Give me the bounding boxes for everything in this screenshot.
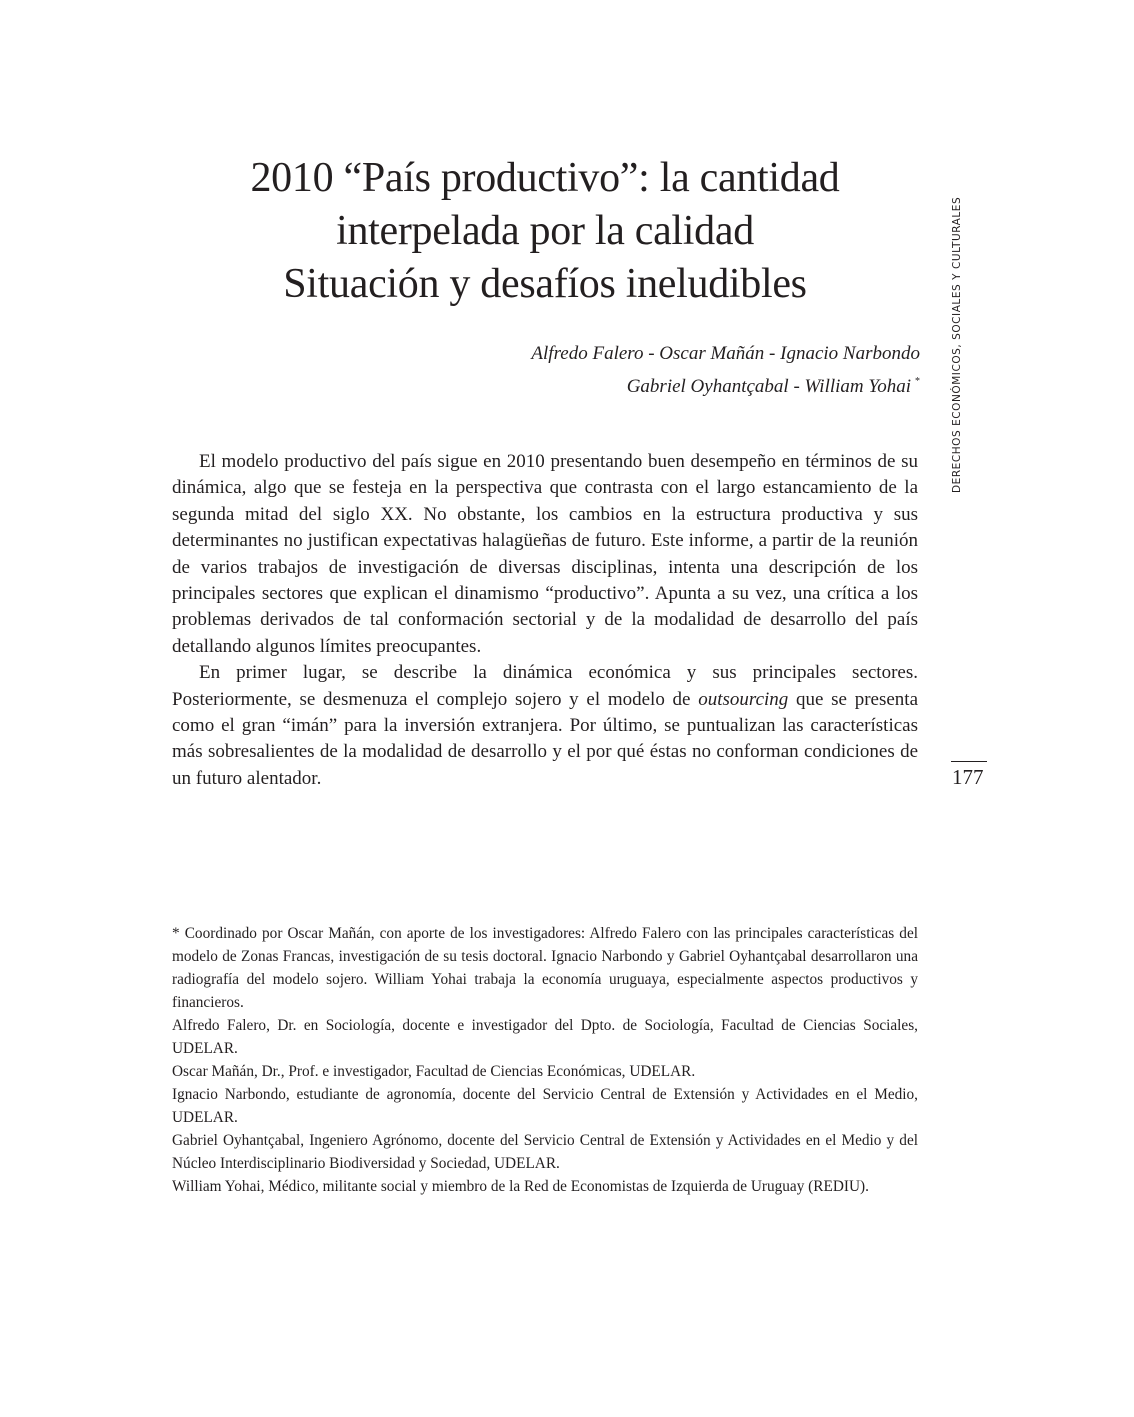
title-line-3: Situación y desafíos ineludibles: [283, 261, 807, 307]
footnotes: [172, 922, 918, 1198]
author-list: [531, 340, 920, 401]
authors-line-1: Alfredo Falero - Oscar Mañán - Ignacio Narbondo: [531, 343, 920, 364]
footnote-narbondo: Ignacio Narbondo, estudiante de agronomía, docente del Servicio Central de Extensión y Actividades en el Medio, UDELAR.: [172, 1086, 918, 1126]
body-paragraph-2: [172, 660, 918, 792]
title-line-1: 2010 “País productivo”: la cantidad: [250, 155, 840, 201]
title-line-2: interpelada por la calidad: [336, 208, 754, 254]
body-paragraph-2-start: En primer lugar, se describe la dinámica económica y sus principales sectores. Posteriormente, se desmenuza el complejo sojero y el modelo de: [172, 662, 918, 710]
body-paragraph-1: El modelo productivo del país sigue en 2010 presentando buen desempeño en términos de su dinámica, algo que se festeja en la perspectiva que contrasta con el largo estancamiento de la segunda mitad del siglo XX. No obstante, los cambios en la estructura productiva y sus determinantes no justifican expectativas halagüeñas de futuro. Este informe, a partir de la reunión de varios trabajos de investigación de diversas disciplinas, intenta una descripción de los principales sectores que explican el dinamismo “productivo”. Apunta a su vez, una crítica a los problemas derivados de tal conformación sectorial y de la modalidad de desarrollo del país detallando algunos límites preocupantes.: [172, 451, 918, 657]
footnote-oyhantcabal: Gabriel Oyhantçabal, Ingeniero Agrónomo, docente del Servicio Central de Extensión y Actividades en el Medio y del Núcleo Interdisciplinario Biodiversidad y Sociedad, UDELAR.: [172, 1132, 918, 1172]
section-running-head: DERECHOS ECONÓMICOS, SOCIALES Y CULTURALES: [951, 196, 963, 493]
footnote-falero: Alfredo Falero, Dr. en Sociología, docente e investigador del Dpto. de Sociología, Facultad de Ciencias Sociales, UDELAR.: [172, 1017, 918, 1057]
footnote-mark: *: [915, 376, 920, 387]
body-paragraph-2-end: que se presenta como el gran “imán” para la inversión extranjera. Por último, se puntualizan las características más sobresalientes de la modalidad de desarrollo y el por qué éstas no conforman condiciones de un futuro alentador.: [172, 688, 919, 789]
body-paragraph-2-italic-term: outsourcing: [698, 688, 789, 710]
page-number-rule: [951, 761, 987, 762]
page-number: 177: [952, 765, 984, 789]
footnote-coordination: * Coordinado por Oscar Mañán, con aporte de los investigadores: Alfredo Falero con las principales características del modelo de Zonas Francas, investigación de su tesis doctoral. Ignacio Narbondo y Gabriel Oyhantçabal desarrollaron una radiografía del modelo sojero. William Yohai trabaja la economía uruguaya, especialmente aspectos productivos y financieros.: [172, 925, 918, 1011]
article-body: [172, 449, 918, 792]
article-title: [172, 152, 918, 311]
authors-line-2: [531, 368, 920, 401]
authors-line-2-text: Gabriel Oyhantçabal - William Yohai: [626, 376, 911, 397]
footnote-yohai: William Yohai, Médico, militante social y miembro de la Red de Economistas de Izquierda de Uruguay (REDIU).: [172, 1178, 869, 1195]
footnote-manan: Oscar Mañán, Dr., Prof. e investigador, Facultad de Ciencias Económicas, UDELAR.: [172, 1063, 696, 1080]
